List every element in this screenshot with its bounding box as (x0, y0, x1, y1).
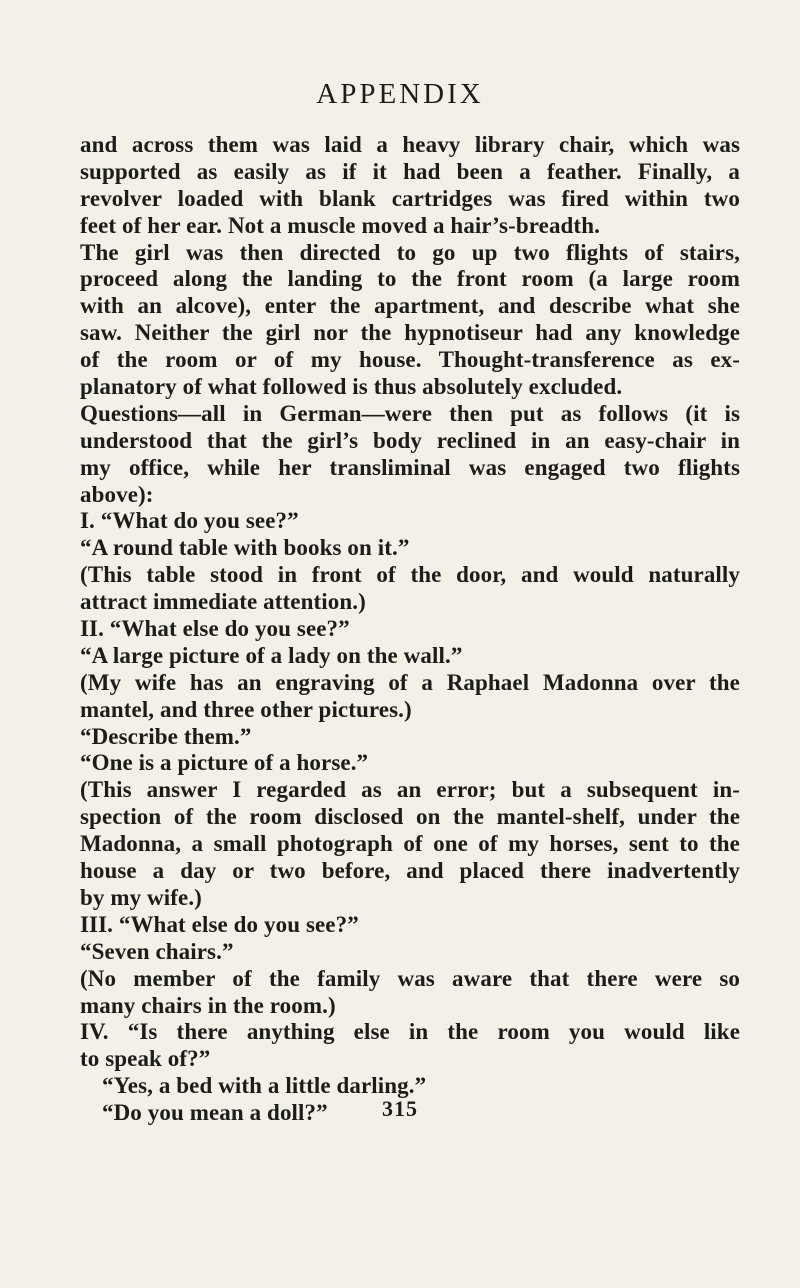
page-number: 315 (382, 1096, 418, 1121)
page-body-text (80, 132, 740, 1127)
text-line: attract immediate attention.) (80, 589, 366, 615)
text-line: “A large picture of a lady on the wall.” (80, 642, 463, 668)
text-line: house a day or two before, and placed there inadvertently (80, 858, 740, 884)
text-line: many chairs in the room.) (80, 992, 336, 1018)
text-line: revolver loaded with blank cartridges was fired within two (80, 185, 740, 211)
text-line: planatory of what followed is thus absolutely excluded. (80, 374, 623, 400)
text-line: and across them was laid a heavy library chair, which was (80, 132, 740, 157)
text-line: II. “What else do you see?” (80, 616, 350, 642)
text-line: “A round table with books on it.” (80, 535, 410, 561)
text-line: (This table stood in front of the door, and would naturally (80, 562, 740, 588)
text-line: understood that the girl’s body reclined in an easy-chair in (80, 427, 740, 453)
text-line: of the room or of my house. Thought-transference as ex- (80, 347, 740, 373)
text-line: (No member of the family was aware that there were so (80, 965, 740, 991)
text-line: I. “What do you see?” (80, 508, 299, 534)
running-head: APPENDIX (316, 78, 484, 110)
text-line: my office, while her transliminal was engaged two flights (80, 454, 740, 480)
text-line: Questions—all in German—were then put as follows (it is (80, 400, 740, 426)
text-line: (My wife has an engraving of a Raphael Madonna over the (80, 669, 740, 695)
text-line: mantel, and three other pictures.) (80, 696, 412, 722)
text-line: Madonna, a small photograph of one of my horses, sent to the (80, 831, 740, 857)
text-line: “Describe them.” (80, 723, 252, 749)
text-line: III. “What else do you see?” (80, 911, 359, 937)
text-line: by my wife.) (80, 884, 202, 910)
text-line: saw. Neither the girl nor the hypnotiseur had any knowledge (80, 320, 740, 346)
text-line: feet of her ear. Not a muscle moved a hair’s-breadth. (80, 212, 600, 238)
text-line: proceed along the landing to the front room (a large room (80, 266, 740, 292)
text-line: IV. “Is there anything else in the room you would like (80, 1019, 740, 1045)
text-line: “Seven chairs.” (80, 938, 234, 964)
text-line: supported as easily as if it had been a feather. Finally, a (80, 158, 740, 184)
text-line: spection of the room disclosed on the mantel-shelf, under the (80, 804, 740, 830)
text-line: to speak of?” (80, 1046, 211, 1072)
text-line: “One is a picture of a horse.” (80, 750, 369, 776)
text-line: with an alcove), enter the apartment, and describe what she (80, 293, 740, 319)
text-line: The girl was then directed to go up two flights of stairs, (80, 239, 740, 265)
text-line: “Do you mean a doll?” (102, 1100, 328, 1126)
text-line: “Yes, a bed with a little darling.” (102, 1073, 427, 1099)
text-line: above): (80, 481, 154, 507)
text-line: (This answer I regarded as an error; but a subsequent in- (80, 777, 740, 803)
